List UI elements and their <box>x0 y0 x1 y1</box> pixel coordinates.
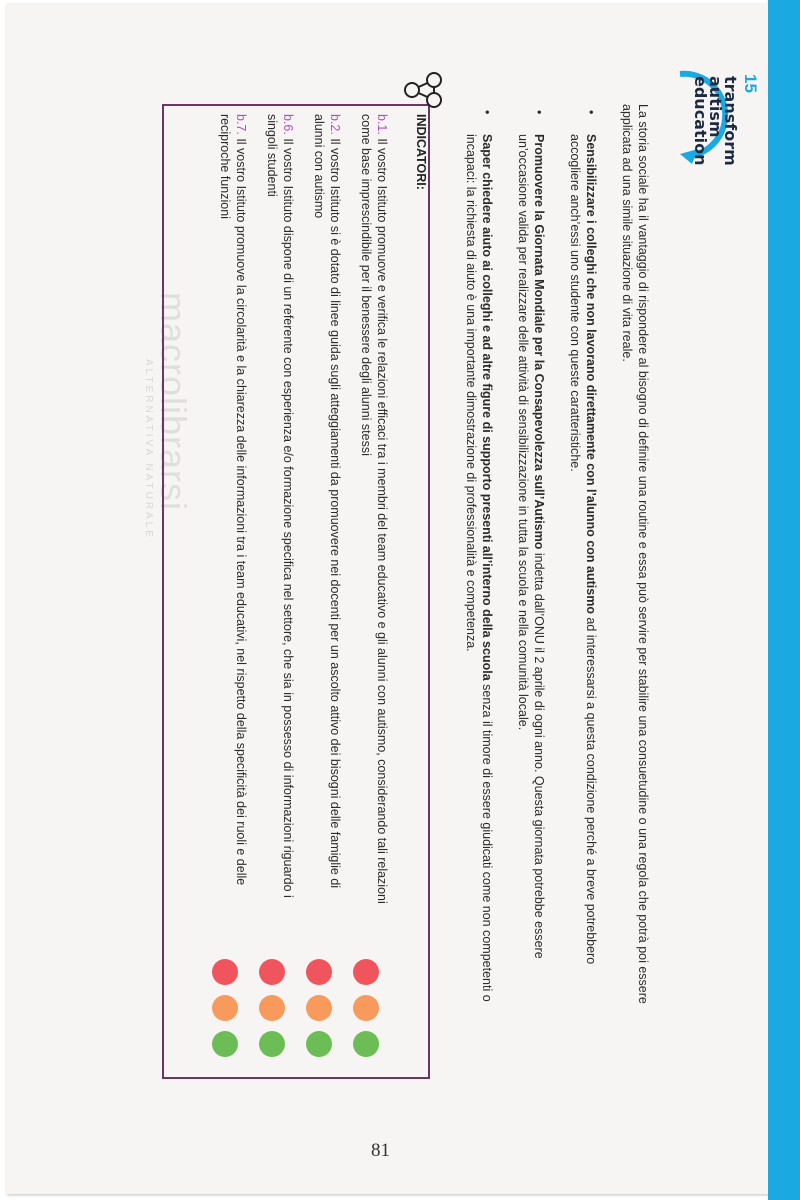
indicator-item: b.6. Il vostro Istituto dispone di un referente con esperienza e/o formazione specifica nel settore, che sia in possesso di informazioni riguardo i singoli studenti <box>265 114 295 898</box>
indicators-title: INDICATORI: <box>414 114 428 190</box>
indicators-list <box>202 114 390 914</box>
body-text <box>443 104 651 1024</box>
indicator-item: b.1. Il vostro Istituto promuove e verifica le relazioni efficaci tra i membri del team educativo e gli alunni con autismo, considerando tali relazioni come base imprescindibile per il benessere degli alunni stessi <box>359 114 389 904</box>
orange-dot[interactable] <box>354 995 380 1021</box>
indicator-item: b.7. Il vostro Istituto promuove la circolarità e la chiarezza delle informazioni tra i team educativi, nel rispetto della specificità dei ruoli e delle reciproche funzioni <box>218 114 248 886</box>
green-dot[interactable] <box>260 1031 286 1057</box>
watermark: macrolibrarsi <box>153 292 194 512</box>
green-dot[interactable] <box>213 1031 239 1057</box>
bullet-item: • Saper chiedere aiuto ai colleghi e ad altre figure di supporto presenti all’interno della scuola senza il timore di essere giudicati come non competenti o incapaci: la richiesta di aiuto è una importante dimostrazione di professionalità e competenza. <box>463 104 495 1024</box>
book-page <box>6 4 772 1194</box>
page-folio: 81 <box>371 1140 390 1161</box>
green-dot[interactable] <box>307 1031 333 1057</box>
red-dot[interactable] <box>354 959 380 985</box>
red-dot[interactable] <box>307 959 333 985</box>
orange-dot[interactable] <box>260 995 286 1021</box>
page-number: 15 <box>741 74 760 93</box>
watermark-subtitle: ALTERNATIVA NATURALE <box>143 359 154 540</box>
green-dot[interactable] <box>354 1031 380 1057</box>
transform-autism-education-logo <box>648 54 738 174</box>
bullet-item: • Sensibilizzare i colleghi che non lavorano direttamente con l’alunno con autismo ad interessarsi a questa condizione perché a breve potrebbero accogliere anch’essi uno studente con queste caratteristiche. <box>567 104 599 1024</box>
red-dot[interactable] <box>213 959 239 985</box>
bullet-list <box>463 104 599 1024</box>
bullet-item: • Promuovere la Giornata Mondiale per la Consapevolezza sull’Autismo indetta dall’ONU il 2 aprile di ogni anno. Questa giornata potrebbe essere un’occasione valida per realizzare delle attività di sensibilizzazione in tutta la scuola e nella comunità locale. <box>515 104 547 1024</box>
indicator-item: b.2. Il vostro Istituto si è dotato di linee guida sugli atteggiamenti da promuovere nei docenti per un ascolto attivo dei bisogni delle famiglie di alunni con autismo <box>312 114 342 889</box>
rating-dot-row <box>249 959 296 1079</box>
rating-dot-row <box>343 959 390 1079</box>
intro-paragraph: La storia sociale ha il vantaggio di rispondere al bisogno di definire una routine e essa può servire per stabilire una consuetudine o una regola che potrà poi essere applicata ad una simile situazione di vita reale. <box>620 104 650 1004</box>
blue-side-strip <box>768 0 800 1200</box>
rating-dots <box>202 959 390 1079</box>
orange-dot[interactable] <box>307 995 333 1021</box>
network-icon <box>466 62 508 102</box>
red-dot[interactable] <box>260 959 286 985</box>
orange-dot[interactable] <box>213 995 239 1021</box>
rating-dot-row <box>202 959 249 1079</box>
logo-text: transform autism education <box>691 76 740 166</box>
rating-dot-row <box>296 959 343 1079</box>
rotated-content <box>46 34 766 1154</box>
